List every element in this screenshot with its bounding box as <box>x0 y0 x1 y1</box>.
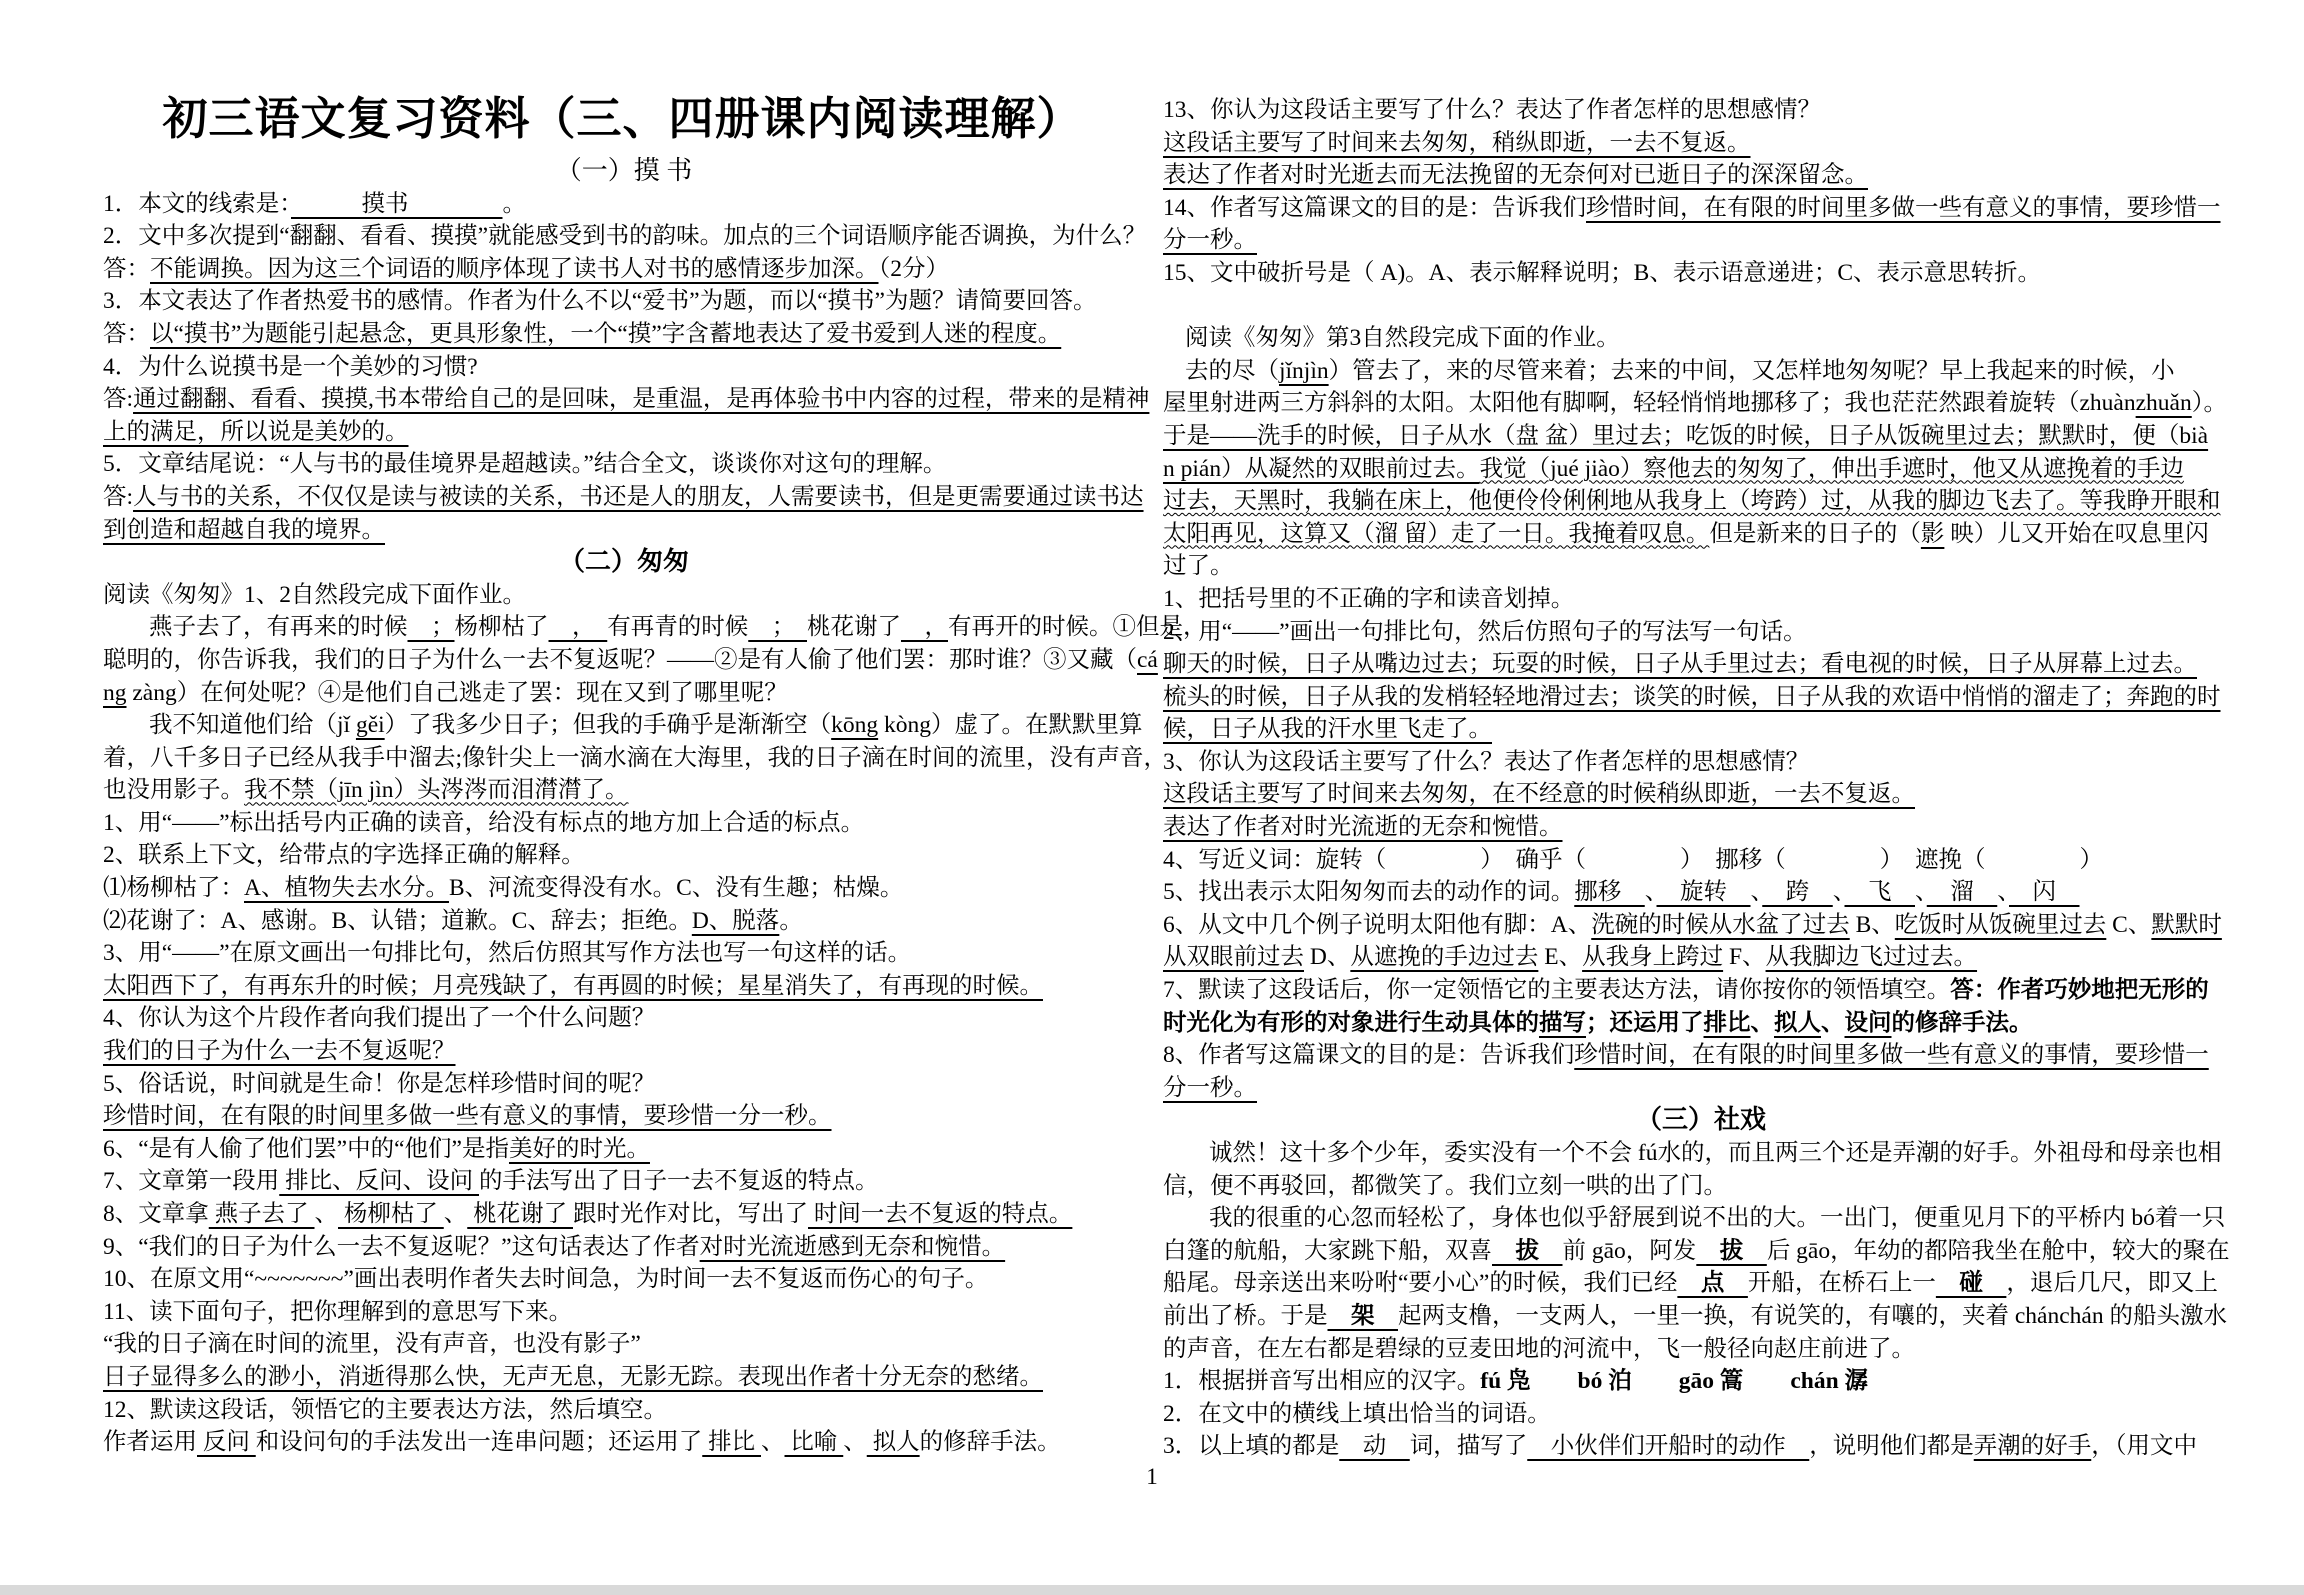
text-segment: 桃花谢了 <box>807 614 901 641</box>
text-segment: 5、找出表示太阳匆匆而去的动作的词。 <box>1163 879 1575 906</box>
text-segment: 3．以上填的都是 <box>1163 1433 1340 1460</box>
text-line <box>103 709 1145 742</box>
text-segment: 、 <box>314 1201 338 1227</box>
text-segment: 和设问句的手法发出一连串问题；还运用了 <box>255 1429 703 1456</box>
text-segment: 不能调换。因为这三个词语的顺序体现了读书人对书的感情逐步加深。 <box>150 255 879 282</box>
text-line <box>1163 355 2239 388</box>
text-line <box>103 905 1145 938</box>
text-segment: 答: <box>103 483 134 510</box>
text-segment: gěi <box>355 712 385 739</box>
text-segment: 默默时 <box>2151 911 2222 938</box>
text-segment: 的声音，在左右都是碧绿的豆麦田地的河流中，飞一般径向赵庄前进了。 <box>1163 1335 1915 1362</box>
text-segment: 分一秒。 <box>1163 227 1257 254</box>
text-segment: 拟人 <box>866 1429 920 1456</box>
text-segment: 排比 <box>702 1429 761 1456</box>
text-line <box>103 188 1145 221</box>
text-line <box>1163 550 2239 583</box>
text-segment: “我的日子滴在时间的流里，没有声音，也没有影子” <box>103 1331 641 1358</box>
text-segment: 这段话主要写了时间来去匆匆，在不经意的时候稍纵即逝，一去不复返。 <box>1163 781 1915 808</box>
text-line <box>1163 1137 2239 1170</box>
text-segment: 、 <box>443 1201 468 1227</box>
text-segment: 12、默读这段话，领悟它的主要表达方法，然后填空。 <box>103 1396 667 1423</box>
text-line <box>1163 192 2239 225</box>
text-segment: 、 <box>1750 1009 1774 1036</box>
text-segment: 分一秒。 <box>1163 1074 1257 1101</box>
text-line <box>1163 224 2239 257</box>
text-segment: 架 <box>1327 1302 1398 1329</box>
text-line <box>1163 1202 2239 1235</box>
text-segment: 、 <box>1750 879 1763 906</box>
text-line <box>103 677 1145 710</box>
section-heading <box>103 155 1145 188</box>
text-line <box>1163 974 2239 1007</box>
text-line <box>1163 1072 2239 1105</box>
text-segment: 从双眼前过去 <box>1163 944 1304 971</box>
text-segment: E、 <box>1538 944 1583 971</box>
text-segment: 、 <box>1997 879 2009 906</box>
text-segment: 答： <box>103 255 150 282</box>
text-segment: 过去，天黑时，我躺在床上，他便伶伶俐俐地从我身上（垮跨）过，从我的脚边飞去了。等我睁开眼和 <box>1163 488 2221 515</box>
text-line <box>103 1035 1145 1068</box>
text-line <box>103 416 1145 449</box>
text-segment: 候，日子从我的汗水里飞走了。 <box>1163 716 1492 743</box>
text-line <box>103 774 1145 807</box>
text-segment: 燕子去了，有再来的时候 <box>149 614 408 641</box>
text-segment: 有再青的时候 <box>607 614 749 641</box>
text-segment: F、 <box>1723 944 1766 971</box>
text-segment: 跟时光作对比，写出了 <box>573 1201 808 1227</box>
text-segment: 聊天的时候，日子从嘴边过去；玩耍的时候，日子从手里过去；看电视的时候，日子从屏幕上过去。 <box>1163 651 2197 678</box>
text-line <box>103 448 1145 481</box>
text-segment: 映）儿又开始在叹息里闪 <box>1944 520 2209 547</box>
text-segment: ）。 <box>2191 390 2227 417</box>
text-segment: 表达了作者对时光流逝的无奈和惋惜。 <box>1163 814 1563 841</box>
text-segment: 小伙伴们开船时的动作 <box>1527 1433 1810 1460</box>
text-line <box>103 1231 1145 1264</box>
text-segment: 桃花谢了 <box>467 1201 573 1227</box>
text-segment: 6、“是有人偷了他们罢”中的“他们”是指 <box>103 1135 509 1162</box>
text-segment: fú 凫 bó 泊 gāo 篙 chán 潺 <box>1480 1368 1869 1395</box>
text-segment: B、河流变得没有水。C、没有生趣；枯燥。 <box>448 875 904 902</box>
text-segment: 反问 <box>197 1429 256 1456</box>
text-segment: 杨柳枯了 <box>338 1201 444 1227</box>
text-segment: D、 <box>1304 944 1351 971</box>
text-segment: 开船，在桥石上一 <box>1747 1270 1936 1297</box>
text-line <box>1163 1300 2239 1333</box>
text-segment: ；还运用了 <box>1586 1009 1704 1036</box>
right-column <box>1163 94 2239 1463</box>
text-segment: 设问 <box>1844 1009 1892 1036</box>
text-segment: 的手法写出了日子一去不复返的特点。 <box>479 1168 879 1195</box>
text-segment: 、 <box>761 1429 785 1456</box>
text-line <box>103 1165 1145 1198</box>
text-segment: 11、读下面句子，把你理解到的意思写下来。 <box>103 1298 573 1325</box>
text-segment: ，说明他们都是 <box>1809 1433 1974 1460</box>
text-line <box>1163 94 2239 127</box>
text-segment: ， <box>548 614 608 641</box>
text-segment: （二）匆匆 <box>558 547 689 577</box>
text-segment: 的修辞手法。 <box>919 1429 1061 1456</box>
text-line <box>103 1198 1145 1231</box>
text-segment: 描写 <box>1539 1009 1586 1036</box>
text-segment: 这段话主要写了时间来去匆匆，稍纵即逝，一去不复返。 <box>1163 129 1751 156</box>
text-segment: 飞 <box>1844 879 1915 906</box>
text-segment: 1、把括号里的不正确的字和读音划掉。 <box>1163 585 1575 612</box>
text-segment: 屋里射进两三方斜斜的太阳。太阳他有脚啊，轻轻悄悄地挪移了；我也茫茫然跟着旋转（zhuàn <box>1163 390 2136 417</box>
text-line <box>1163 648 2239 681</box>
page-bottom-edge <box>0 1585 2304 1595</box>
text-segment: 洗碗的时候从水盆了过去 <box>1591 911 1850 938</box>
text-segment: 起两支橹，一支两人，一里一换，有说笑的，有嚷的，夹着 chánchán 的船头激水 <box>1398 1302 2227 1329</box>
text-segment: 燕子去了 <box>208 1201 315 1227</box>
text-line <box>103 1328 1145 1361</box>
text-segment: 从我脚边飞过过去。 <box>1765 944 1978 971</box>
text-line <box>103 807 1145 840</box>
text-line <box>1163 909 2239 942</box>
text-line <box>1163 876 2239 909</box>
text-segment: 珍惜时间，在有限的时间里多做一些有意义的事情，要珍惜一分一秒。 <box>103 1103 832 1130</box>
text-segment: 。 <box>502 190 526 217</box>
text-segment: 溜 <box>1926 879 1998 906</box>
text-segment: 拟人 <box>1774 1009 1821 1036</box>
text-segment: 着，八千多日子已经从我手中溜去;像针尖上一滴水滴在大海里，我的日子滴在时间的流里，没有声音， <box>103 744 1168 771</box>
text-segment: 比喻 <box>784 1429 844 1456</box>
text-line <box>103 839 1145 872</box>
text-segment: 答： <box>103 320 150 347</box>
text-segment: 人与书的关系，不仅仅是读与被读的关系，书还是人的朋友，人需要读书，但是更需要通过读书达 <box>133 483 1144 510</box>
text-segment: 时间一去不复返的特点。 <box>808 1201 1073 1227</box>
text-line <box>103 742 1168 775</box>
text-segment: 吃饭时从饭碗里过去 <box>1894 911 2107 938</box>
text-line <box>1163 941 2239 974</box>
text-line <box>103 318 1145 351</box>
text-segment: 、 <box>1832 879 1845 906</box>
text-segment: 、 <box>843 1429 867 1456</box>
text-segment: zhuǎn <box>2135 390 2192 417</box>
text-segment: 日子显得多么的渺小，消逝得那么快，无声无息，无影无踪。表现出作者十分无奈的愁绪。 <box>103 1363 1043 1390</box>
text-line <box>1163 1007 2239 1040</box>
text-segment: 我们的日子为什么一去不复返呢？ <box>103 1038 456 1065</box>
text-segment: 拔 <box>1492 1237 1563 1264</box>
text-segment: 2、用“——”画出一句排比句，然后仿照句子的写法写一句话。 <box>1163 618 1807 645</box>
text-segment: 影 <box>1920 520 1945 547</box>
text-segment: 作者运用 <box>103 1429 197 1456</box>
text-line <box>103 481 1145 514</box>
text-segment: 以“摸书”为题能引起悬念，更具形象性，一个“摸”字含蓄地表达了爱书爱到人迷的程度。 <box>150 320 1062 347</box>
text-line <box>103 1100 1145 1133</box>
text-segment: 聪明的，你告诉我，我们的日子为什么一去不复返呢？——②是有人偷了他们罢：那时谁？③又藏（ <box>103 646 1137 673</box>
text-segment: ng <box>103 679 127 706</box>
text-segment: jǐnjìn <box>1279 357 1329 384</box>
text-segment: （2分） <box>878 255 949 282</box>
text-segment: 白篷的航船，大家跳下船，双喜 <box>1163 1237 1492 1264</box>
text-line <box>103 1068 1145 1101</box>
text-line <box>103 579 1145 612</box>
text-line <box>1163 778 2239 811</box>
text-line <box>1163 453 2239 486</box>
text-segment: 5、俗话说，时间就是生命！你是怎样珍惜时间的呢？ <box>103 1070 656 1097</box>
text-segment: 5．文章结尾说：“人与书的最佳境界是超越读。”结合全文，谈谈你对这句的理解。 <box>103 451 947 478</box>
text-segment: 3、用“——”在原文画出一句排比句，然后仿照其写作方法也写一句这样的话。 <box>103 940 912 967</box>
text-line <box>1163 518 2239 551</box>
text-segment: 阅读《匆匆》第3自然段完成下面的作业。 <box>1185 325 1620 352</box>
text-line <box>103 351 1145 384</box>
text-segment: 前出了桥。于是 <box>1163 1302 1328 1329</box>
text-segment: 1、用“——”标出括号内正确的读音，给没有标点的地方加上合适的标点。 <box>103 809 865 836</box>
text-segment: 1．本文的线索是： <box>103 190 291 217</box>
text-segment: 2、联系上下文，给带点的字选择正确的解释。 <box>103 842 585 869</box>
text-segment: 船尾。母亲送出来吩咐“要小心”的时候，我们已经 <box>1163 1270 1678 1297</box>
text-segment: 从我身上跨过 <box>1582 944 1724 971</box>
text-segment: 的修辞手法。 <box>1891 1009 2033 1036</box>
text-line <box>1163 387 2239 420</box>
text-line <box>1163 1235 2239 1268</box>
text-segment: cá <box>1137 646 1158 673</box>
text-line <box>1163 159 2239 192</box>
text-segment: （三）社戏 <box>1635 1105 1766 1135</box>
text-line <box>103 514 1145 547</box>
text-segment: 10、在原文用“~~~~~~~”画出表明作者失去时间急，为时间一去不复返而伤心的句子。 <box>103 1266 989 1293</box>
text-segment: 、 <box>1821 1009 1845 1036</box>
text-line <box>1163 1430 2239 1463</box>
text-segment: 7、文章第一段用 <box>103 1168 280 1195</box>
text-segment: 杨柳枯了 <box>454 614 549 641</box>
text-segment: 太阳再见，这算又（溜 留）走了一日。我掩着叹息。 <box>1163 520 1710 547</box>
text-segment: 时光化为有形的对象进行生动具体的 <box>1163 1009 1539 1036</box>
text-segment: 3、你认为这段话主要写了什么？表达了作者怎样的思想感情？ <box>1163 748 1810 775</box>
text-segment: 、 <box>1915 879 1927 906</box>
text-segment: ； <box>748 614 807 641</box>
text-line <box>1163 583 2239 616</box>
text-segment: 弄潮的好手 <box>1973 1433 2092 1460</box>
text-segment: 8、文章拿 <box>103 1201 209 1227</box>
text-segment: 后 gāo，年幼的都陪我坐在舱中，较大的聚在 <box>1766 1237 2230 1264</box>
text-segment: 4．为什么说摸书是一个美妙的习惯? <box>103 353 478 380</box>
text-segment: ⑴杨柳枯了： <box>103 875 244 902</box>
text-segment: 排比、反问、设问 <box>279 1168 479 1195</box>
text-line <box>1163 1267 2239 1300</box>
text-segment: 于是——洗手的时候，日子从水（盘 盆）里过去；吃饭的时候，日子从饭碗里过去；默默时，便（bià <box>1163 422 2209 449</box>
text-segment: 15、文中破折号是（ A)。A、表示解释说明；B、表示语意递进；C、表示意思转折。 <box>1163 259 2041 286</box>
text-line <box>1163 811 2239 844</box>
text-segment: 阅读《匆匆》1、2自然段完成下面作业。 <box>103 581 526 608</box>
text-line <box>103 611 1207 644</box>
text-segment: C、 <box>2106 911 2152 938</box>
text-segment: kōng <box>831 712 879 739</box>
text-line <box>103 253 1145 286</box>
text-segment: A、植物失去水分。 <box>244 875 449 902</box>
text-line <box>103 220 1145 253</box>
text-line <box>103 1394 1145 1427</box>
text-segment: n pián）从凝然的双眼前过去。 <box>1163 455 1480 482</box>
text-segment: 3．本文表达了作者热爱书的感情。作者为什么不以“爱书”为题，而以“摸书”为题？请简要回答。 <box>103 288 1097 315</box>
text-segment: 表达了作者对时光逝去而无法挽留的无奈何对已逝日子的深深留念。 <box>1163 162 1868 189</box>
text-segment: 太阳西下了，有再东升的时候；月亮残缺了，有再圆的时候；星星消失了，有再现的时候。 <box>103 972 1043 999</box>
text-segment: 2．文中多次提到“翻翻、看看、摸摸”就能感受到书的韵味。加点的三个词语顺序能否调换，为什么？ <box>103 223 1147 250</box>
text-line <box>1163 1039 2239 1072</box>
text-line <box>1163 322 2239 355</box>
page-title: 初三语文复习资料（三、四册课内阅读理解） <box>162 94 1083 144</box>
text-segment: 我不知道他们给（jǐ <box>149 712 356 739</box>
text-segment: 信，便不再驳回，都微笑了。我们立刻一哄的出了门。 <box>1163 1172 1727 1199</box>
blank-line <box>1163 290 2239 323</box>
text-line <box>1163 127 2239 160</box>
text-segment: 前 gāo，阿发 <box>1562 1237 1697 1264</box>
text-segment: 到创造和超越自我的境界。 <box>103 516 385 543</box>
page-number: 1 <box>1146 1464 1158 1489</box>
text-line <box>1163 420 2239 453</box>
text-segment: ）管去了，来的尽管来着；去来的中间，又怎样地匆匆呢？早上我起来的时候，小 <box>1328 357 2175 384</box>
text-line <box>103 644 1158 677</box>
text-line <box>103 285 1145 318</box>
text-segment: 珍惜时间，在有限的时间里多做一些有意义的事情，要珍惜一 <box>1574 1042 2209 1069</box>
text-segment: ，退后几尺，即又上 <box>2006 1270 2218 1297</box>
text-segment: B、 <box>1849 911 1895 938</box>
text-line <box>103 1133 1145 1166</box>
text-line <box>1163 485 2239 518</box>
text-segment: 动 <box>1339 1433 1410 1460</box>
text-segment: 从遮挽的手边过去 <box>1350 944 1539 971</box>
text-line <box>1163 1365 2239 1398</box>
text-segment: 上的满足，所以说是美妙的。 <box>103 418 409 445</box>
text-segment: 1．根据拼音写出相应的汉字。 <box>1163 1368 1481 1395</box>
text-line <box>1163 257 2239 290</box>
text-segment: 挪移 <box>1574 879 1645 906</box>
text-segment: 珍惜时间，在有限的时间里多做一些有意义的事情，要珍惜一 <box>1586 194 2221 221</box>
text-line <box>1163 1170 2239 1203</box>
text-line <box>103 872 1145 905</box>
text-line <box>103 937 1145 970</box>
text-segment: ； <box>407 614 455 641</box>
text-segment: 旋转 <box>1656 879 1751 906</box>
text-segment: 拔 <box>1696 1237 1767 1264</box>
text-line <box>1163 713 2239 746</box>
text-line <box>103 970 1145 1003</box>
text-segment: 梳头的时候，日子从我的发梢轻轻地滑过去；谈笑的时候，日子从我的欢语中悄悄的溜走了；奔跑的时 <box>1163 683 2221 710</box>
text-segment: 6、从文中几个例子说明太阳他有脚：A、 <box>1163 911 1592 938</box>
text-segment: 答：作者巧妙地把无形的 <box>1950 977 2209 1004</box>
text-line <box>1163 681 2239 714</box>
text-line <box>1163 1398 2239 1431</box>
text-segment: 点 <box>1677 1270 1748 1297</box>
text-segment: 过了。 <box>1163 553 1234 580</box>
text-segment: 去的尽（ <box>1185 357 1279 384</box>
text-segment: 我的很重的心忽而轻松了，身体也似乎舒展到说不出的大。一出门，便重见月下的平桥内 bó着一只 <box>1209 1205 2226 1232</box>
text-segment: 摸书 <box>291 190 503 217</box>
text-segment: 有再开的时候。①但是， <box>948 614 1207 641</box>
text-segment: 4、写近义词：旋转（ ） 确乎（ ） 挪移（ ） 遮挽（ ） <box>1163 846 2103 873</box>
text-line <box>103 1296 1145 1329</box>
text-segment: 跨 <box>1762 879 1833 906</box>
text-segment: 14、作者写这篇课文的目的是：告诉我们 <box>1163 194 1586 221</box>
text-line <box>1163 844 2239 877</box>
text-segment: 碰 <box>1935 1270 2007 1297</box>
text-segment: （一）摸 书 <box>555 156 693 185</box>
text-segment: zàng）在何处呢？④是他们自己逃走了罢：现在又到了哪里呢？ <box>126 679 788 706</box>
text-segment: 也没用影子。 <box>103 777 244 804</box>
text-segment: ，（用文中 <box>2091 1433 2197 1460</box>
text-segment: ， <box>901 614 948 641</box>
text-segment: 通过翻翻、看看、摸摸,书本带给自己的是回味，是重温，是再体验书中内容的过程，带来的是精神 <box>133 386 1150 413</box>
text-segment: 13、你认为这段话主要写了什么？表达了作者怎样的思想感情？ <box>1163 97 1821 123</box>
section-heading <box>1163 1104 2239 1137</box>
text-segment: 9、“我们的日子为什么一去不复返呢？”这句话表达了作者 <box>103 1233 700 1260</box>
text-segment: 答: <box>103 386 134 413</box>
text-line <box>1163 746 2239 779</box>
text-segment: ）了我多少日子；但我的手确乎是渐渐空（ <box>384 712 832 739</box>
text-segment: 排比 <box>1703 1009 1751 1036</box>
text-segment: 7、默读了这段话后，你一定领悟它的主要表达方法，请你按你的领悟填空。 <box>1163 977 1951 1004</box>
text-line <box>103 1426 1145 1459</box>
text-line <box>103 1361 1145 1394</box>
text-line <box>103 1263 1145 1296</box>
text-segment: D、脱落 <box>691 907 780 934</box>
text-segment: kòng）虚了。在默默里算 <box>878 712 1143 739</box>
text-line <box>103 1002 1145 1035</box>
text-segment: 对时光流逝感到无奈和惋惜。 <box>699 1233 1006 1260</box>
text-segment: 8、作者写这篇课文的目的是：告诉我们 <box>1163 1042 1575 1069</box>
text-segment: 2．在文中的横线上填出恰当的词语。 <box>1163 1400 1551 1427</box>
text-segment: 词，描写了 <box>1409 1433 1528 1460</box>
text-segment: 。 <box>779 907 803 934</box>
text-line <box>103 383 1150 416</box>
text-segment: 我不禁（jīn jìn）头涔涔而泪潸潸了。 <box>244 777 629 804</box>
section-heading <box>103 546 1145 579</box>
text-segment: 我觉（jué jiào）察他去的匆匆了，伸出手遮时，他又从遮挽着的手边 <box>1479 455 2184 482</box>
text-segment: 4、你认为这个片段作者向我们提出了一个什么问题？ <box>103 1005 656 1032</box>
text-segment: ⑵花谢了：A、感谢。B、认错；道歉。C、辞去；拒绝。 <box>103 907 692 934</box>
text-segment: 闪 <box>2009 879 2080 906</box>
text-line <box>1163 1333 2239 1366</box>
text-line <box>1163 616 2239 649</box>
text-segment: 诚然！这十多个少年，委实没有一个不会 fú水的，而且两三个还是弄潮的好手。外祖母和母亲也相 <box>1209 1140 2222 1166</box>
text-segment: 但是新来的日子的（ <box>1709 520 1921 547</box>
text-segment: 美好的时光。 <box>508 1135 650 1162</box>
text-segment: 、 <box>1644 879 1657 906</box>
